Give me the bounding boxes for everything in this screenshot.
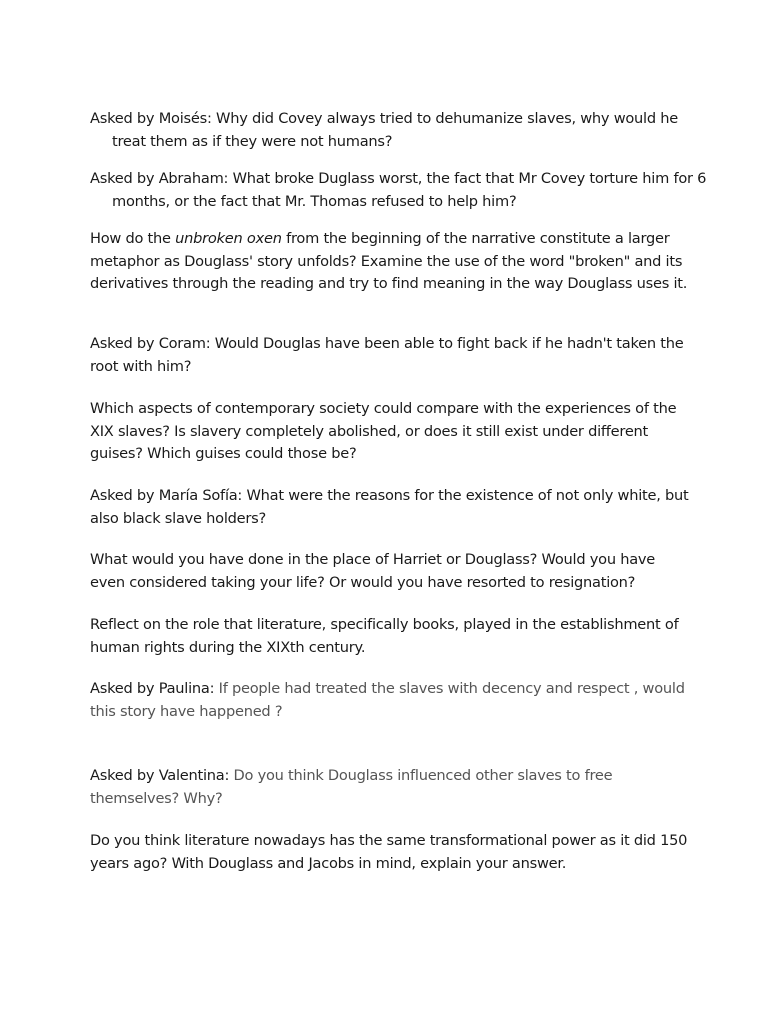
- question-unbroken-oxen: [90, 228, 690, 296]
- question-asker: Asked by Moisés:: [90, 110, 217, 127]
- question-text: Why did Covey always tried to dehumanize slaves, why would he treat them as if they were not humans?: [112, 110, 678, 150]
- question-moises: [90, 108, 712, 153]
- question-text-after: from the beginning of the narrative constitute a larger metaphor as Douglass' story unfolds? Examine the use of the word "broken" and its derivatives through the reading and try to find meaning in the way Douglass uses it.: [90, 230, 688, 292]
- question-coram: [90, 333, 690, 378]
- question-literature-nowadays: [90, 830, 690, 875]
- question-harriet-douglass: [90, 549, 690, 594]
- question-asker: Asked by Coram:: [90, 335, 215, 352]
- question-asker: Asked by María Sofía:: [90, 487, 247, 504]
- question-maria-sofia: [90, 485, 690, 530]
- question-abraham: [90, 168, 712, 213]
- question-text: What would you have done in the place of Harriet or Douglass? Would you have even considered taking your life? Or would you have resorted to resignation?: [90, 551, 656, 591]
- question-valentina: [90, 765, 690, 810]
- question-text: Do you think Douglass influenced other slaves to free themselves? Why?: [90, 767, 613, 807]
- question-emphasis: unbroken oxen: [175, 230, 282, 247]
- question-text: Would Douglas have been able to fight back if he hadn't taken the root with him?: [90, 335, 684, 375]
- question-asker: Asked by Valentina:: [90, 767, 234, 784]
- question-contemporary-society: [90, 398, 690, 466]
- question-text-before: How do the: [90, 230, 176, 247]
- question-asker: Asked by Abraham:: [90, 170, 233, 187]
- question-text: Which aspects of contemporary society could compare with the experiences of the XIX slaves? Is slavery completely abolished, or does it still exist under different guises? Which guises could those be?: [90, 400, 677, 462]
- question-text: What were the reasons for the existence of not only white, but also black slave holders?: [90, 487, 689, 527]
- question-paulina: [90, 678, 690, 723]
- question-asker: Asked by Paulina:: [90, 680, 219, 697]
- question-text: Do you think literature nowadays has the same transformational power as it did 150 years ago? With Douglass and Jacobs in mind, explain your answer.: [90, 832, 688, 872]
- question-text: If people had treated the slaves with decency and respect , would this story have happened ?: [90, 680, 685, 720]
- question-text: What broke Duglass worst, the fact that Mr Covey torture him for 6 months, or the fact that Mr. Thomas refused to help him?: [112, 170, 707, 210]
- question-literature-role: [90, 614, 690, 659]
- question-text: Reflect on the role that literature, specifically books, played in the establishment of human rights during the XIXth century.: [90, 616, 679, 656]
